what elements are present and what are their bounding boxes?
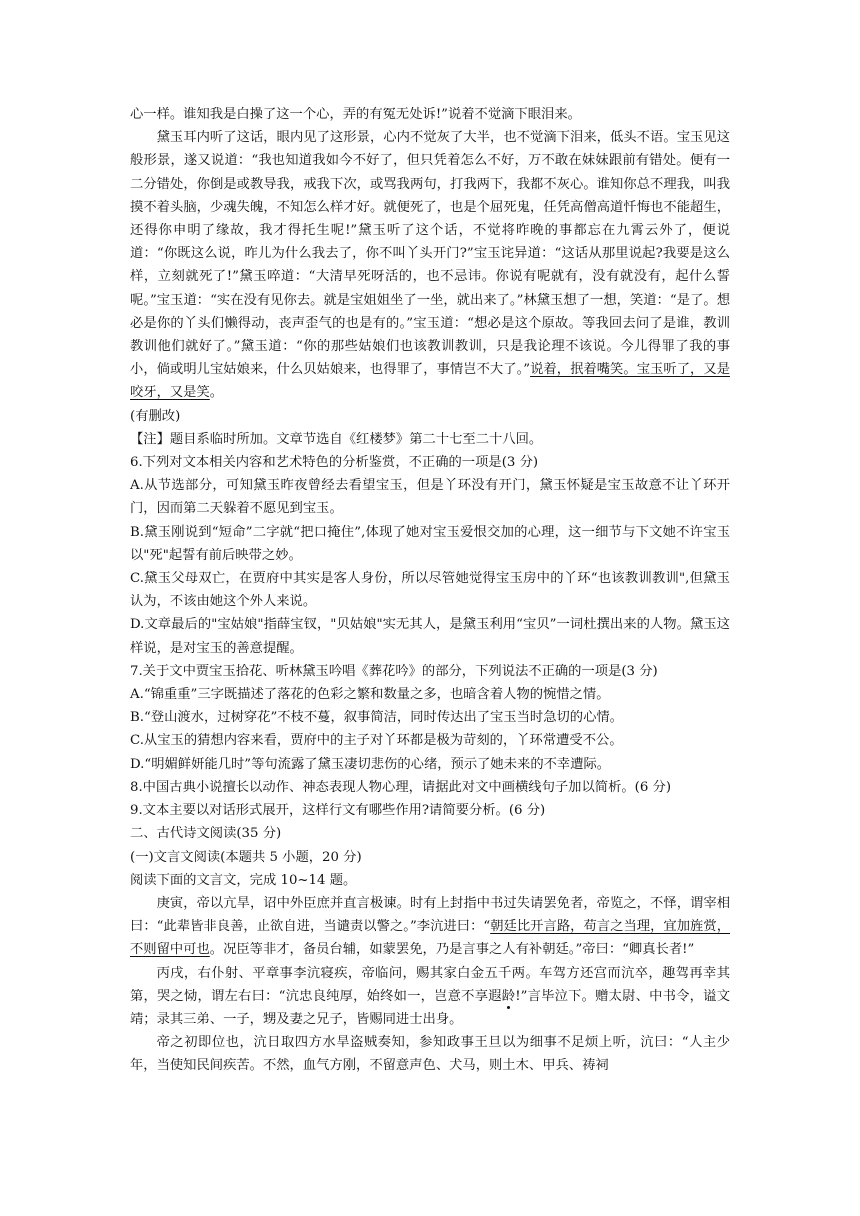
- question-6-option-a: A.从节选部分，可知黛玉昨夜曾经去看望宝玉，但是丫环没有开门，黛玉怀疑是宝玉故意不让丫环开门，因而第二天躲着不愿见到宝玉。: [130, 478, 730, 517]
- dotted-character: 龄: [501, 988, 516, 1004]
- classical-text: 丙戌，右仆射、平章事李沆寝疾，帝临问，赐其家白金五千两。车驾方还宫而沆卒，趣驾再幸其第，哭之恸，谓左右曰：“沆忠良纯厚，始终如一，岂意不享遐: [130, 965, 730, 1004]
- source-note: 【注】题目系临时所加。文章节选自《红楼梦》第二十七至二十八回。: [130, 431, 543, 447]
- classical-paragraph-3: 帝之初即位也，沆日取四方水旱盗贼奏知，参知政事王旦以为细事不足烦上听，沆曰：“人主少年，当使知民间疾苦。不然，血气方刚，不留意声色、犬马，则土木、甲兵、祷祠: [130, 1035, 730, 1074]
- question-6-option-b: B.黛玉刚说到“短命”二字就“把口掩住”,体现了她对宝玉爱恨交加的心理，这一细节与下文她不许宝玉以"死"起誓有前后映带之妙。: [130, 524, 730, 563]
- paragraph-continuation: 心一样。谁知我是白操了这一个心，弄的有冤无处诉!”说着不觉滴下眼泪来。: [130, 107, 581, 122]
- question-6-option-c: C.黛玉父母双亡，在贾府中其实是客人身份，所以尽管她觉得宝玉房中的丫环“也该教训教训",但黛玉认为，不该由她这个外人来说。: [130, 571, 730, 610]
- classical-paragraph-1: [130, 892, 730, 962]
- dialogue-text: 黛玉耳内听了这话，眼内见了这形景，心内不觉灰了大半，也不觉滴下泪来，低头不语。宝玉见这般形景，遂又说道：“我也知道我如今不好了，但只凭着怎么不好，万不敢在妹妹跟前有错处。便有一二分错处，你倒是或教导我，戒我下次，或骂我两句，打我两下，我都不灰心。谁知你总不理我，叫我摸不着头脑，少魂失魄，不知怎么样才好。就便死了，也是个屈死鬼，任凭高僧高道忏悔也不能超生，还得你申明了缘故，我才得托生呢!”黛玉听了这个话，不觉将昨晚的事都忘在九霄云外了，便说道：“你既这么说，昨儿为什么我去了，你不叫丫头开门?”宝玉诧异道：“这话从那里说起?我要是这么样，立刻就死了!”黛玉啐道：“大清早死呀活的，也不忌讳。你说有呢就有，没有就没有，起什么誓呢。”宝玉道：“实在没有见你去。就是宝姐姐坐了一坐，就出来了。”林黛玉想了一想，笑道：“是了。想必是你的丫头们懒得动，丧声歪气的也是有的。”宝玉道：“想必是这个原故。等我回去问了是谁，教训教训他们就好了。”黛玉道：“你的那些姑娘们也该教训教训，只是我论理不该说。今儿得罪了我的事小，倘或明儿宝姑娘来，什么贝姑娘来，也得罪了，事情岂不大了。”: [130, 130, 730, 378]
- question-7-option-d: D.“明媚鲜妍能几时”等句流露了黛玉凄切悲伤的心绪，预示了她未来的不幸遭际。: [130, 756, 611, 772]
- section-heading: 二、古代诗文阅读(35 分): [130, 826, 282, 842]
- classical-text: !”言毕泣下。赠太尉、中书令，谥文靖；录其三弟、一子，甥及妻之兄子，皆赐同进士出身。: [130, 988, 730, 1027]
- question-7-option-c: C.从宝玉的猜想内容来看，贾府中的主子对丫环都是极为苛刻的，丫环常遭受不公。: [130, 733, 623, 749]
- paragraph-dialogue: [130, 126, 730, 404]
- edit-note: (有删改): [130, 408, 181, 424]
- classical-paragraph-2: [130, 962, 730, 1032]
- underlined-sentence: 说着，抿着嘴笑。宝玉听了，又是咬牙，又是笑: [130, 362, 730, 401]
- question-7: 7.关于文中贾宝玉拾花、听林黛玉吟唱《葬花吟》的部分，下列说法不正确的一项是(3 分): [130, 663, 658, 679]
- question-6-option-d: D.文章最后的"宝姑娘"指薛宝钗，"贝姑娘"实无其人，是黛玉利用“宝贝”一词杜撰出来的人物。黛玉这样说，是对宝玉的善意提醒。: [130, 617, 730, 656]
- text-column: [130, 103, 730, 1078]
- period: 。: [209, 385, 224, 401]
- classical-text: 庚寅，帝以亢旱，诏中外臣庶并直言极谏。时有上封指中书过失请罢免者，帝览之，不怿，谓宰相曰：“此辈皆非良善，止欲自进，当谴责以警之。”李沆进曰：“: [130, 895, 730, 935]
- subsection-heading: (一)文言文阅读(本题共 5 小题，20 分): [130, 849, 362, 865]
- reading-instruction: 阅读下面的文言文，完成 10~14 题。: [130, 872, 357, 888]
- classical-text: 。况臣等非才，备员台辅，如蒙罢免，乃是言事之人有补朝廷。”帝曰：“卿真长者!”: [209, 942, 695, 958]
- question-8: 8.中国古典小说擅长以动作、神态表现人物心理，请据此对文中画横线句子加以简析。(6 分): [130, 779, 672, 795]
- question-7-option-b: B.“登山渡水，过树穿花”不枝不蔓，叙事简洁，同时传达出了宝玉当时急切的心情。: [130, 710, 623, 726]
- question-7-option-a: A.“锦重重”三字既描述了落花的色彩之繁和数量之多，也暗含着人物的惋惜之情。: [130, 687, 610, 703]
- underlined-sentence: 朝廷比开言路，苟言之当理，宜加旌赏，不则留中可也: [130, 919, 730, 958]
- question-6: 6.下列对文本相关内容和艺术特色的分析鉴赏，不正确的一项是(3 分): [130, 455, 539, 471]
- question-9: 9.文本主要以对话形式展开，这样行文有哪些作用?请简要分析。(6 分): [130, 803, 546, 819]
